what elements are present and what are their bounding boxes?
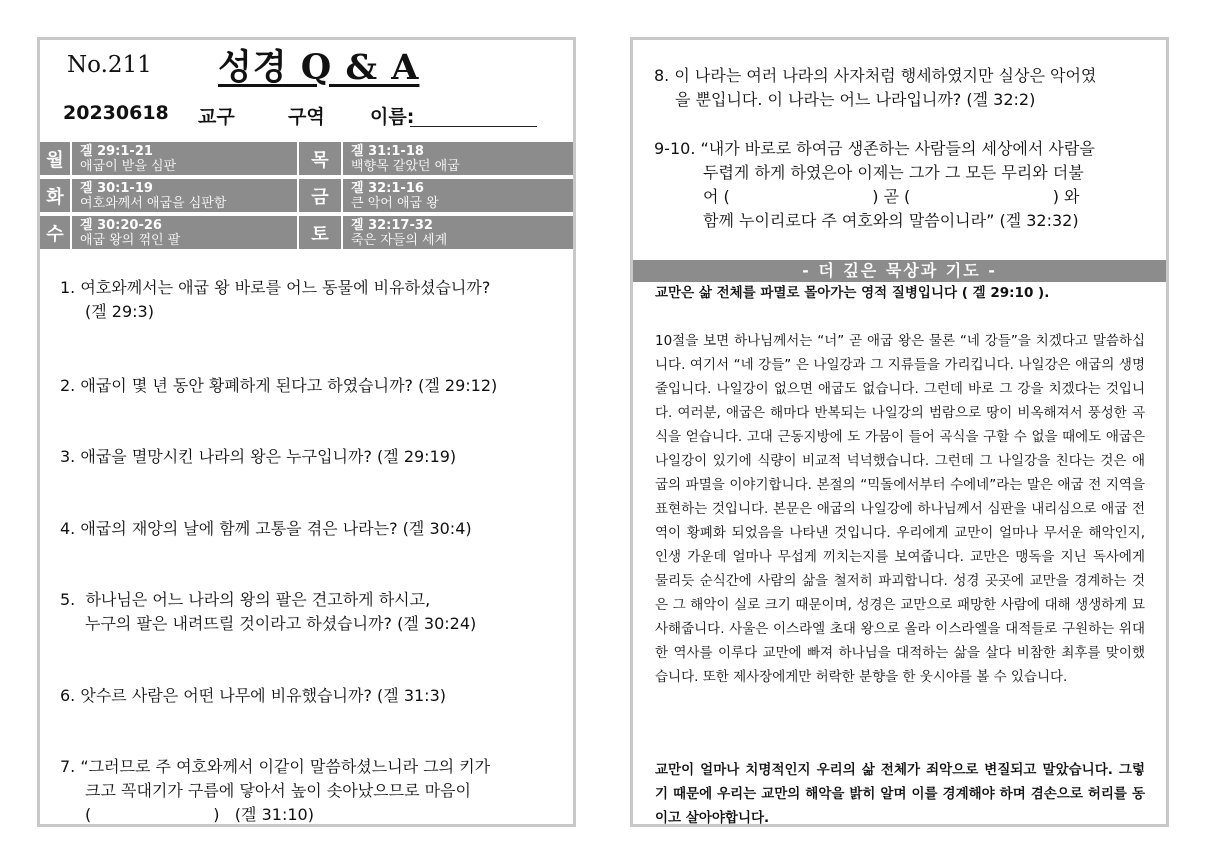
question-text: 을 뿐입니다. 이 나라는 어느 나라입니까? (겔 32:2) — [675, 90, 1036, 109]
question-number: 6. — [60, 686, 76, 705]
reading-ref: 겔 30:20-26 — [80, 218, 162, 233]
reading-thu — [343, 142, 573, 175]
reading-fri — [343, 179, 573, 212]
day-thu: 목 — [299, 142, 341, 175]
question-text: ( ) (겔 31:10) — [85, 805, 314, 824]
day-tue: 화 — [40, 179, 70, 212]
question-text: 함께 누이리로다 주 여호와의 말씀이니라” (겔 32:32) — [703, 211, 1079, 230]
question-text: 여호와께서는 애굽 왕 바로를 어느 동물에 비유하셨습니까? — [80, 278, 491, 297]
question-text: 애굽의 재앙의 날에 함께 고통을 겪은 나라는? (겔 30:4) — [80, 519, 472, 538]
district-label: 교구 — [198, 106, 235, 128]
schedule-row — [40, 179, 573, 214]
reading-wed — [72, 216, 297, 249]
schedule-row — [40, 142, 573, 177]
name-blank — [410, 126, 537, 127]
issue-number: No.211 — [67, 52, 152, 78]
reading-desc: 큰 악어 애굽 왕 — [351, 196, 439, 211]
question-1 — [60, 276, 560, 324]
reading-tue — [72, 179, 297, 212]
reading-desc: 죽은 자들의 세계 — [351, 233, 448, 248]
right-page — [630, 37, 1169, 827]
question-number: 7. — [60, 757, 76, 776]
question-text: 두렵게 하게 하였은아 이제는 그가 그 모든 무리와 더불 — [703, 163, 1084, 182]
reading-schedule — [40, 141, 573, 254]
day-wed: 수 — [40, 216, 70, 249]
question-text: 이 나라는 여러 나라의 사자처럼 행세하였지만 실상은 악어였 — [674, 66, 1097, 85]
question-text: “내가 바로로 하여금 생존하는 사람들의 세상에서 사람을 — [700, 139, 1095, 158]
question-3 — [60, 445, 560, 469]
meditation-heading: - 더 깊은 묵상과 기도 - — [633, 260, 1166, 282]
question-7 — [60, 755, 560, 827]
reading-ref: 겔 32:1-16 — [351, 181, 424, 196]
question-text: 앗수르 사람은 어떤 나무에 비유했습니까? (겔 31:3) — [80, 686, 446, 705]
question-8 — [654, 64, 1154, 112]
reading-desc: 여호와께서 애굽을 심판함 — [80, 196, 227, 211]
question-number: 1. — [60, 278, 76, 297]
question-text: (겔 29:3) — [85, 302, 154, 321]
reading-sat — [343, 216, 573, 249]
reading-ref: 겔 31:1-18 — [351, 144, 424, 159]
day-sat: 토 — [299, 216, 341, 249]
question-number: 5. — [60, 590, 76, 609]
question-text: 애굽을 멸망시킨 나라의 왕은 누구입니까? (겔 29:19) — [80, 447, 457, 466]
reading-desc: 애굽이 받을 심판 — [80, 159, 177, 174]
date: 20230618 — [63, 102, 169, 124]
question-4 — [60, 517, 560, 541]
question-number: 9-10. — [654, 139, 696, 158]
question-9-10 — [654, 137, 1154, 233]
question-number: 4. — [60, 519, 76, 538]
day-fri: 금 — [299, 179, 341, 212]
meditation-subtitle: 교만은 삶 전체를 파멸로 몰아가는 영적 질병입니다 ( 겔 29:10 ). — [655, 285, 1050, 301]
reading-mon — [72, 142, 297, 175]
reading-desc: 애굽 왕의 꺾인 팔 — [80, 233, 181, 248]
meditation-body: 10절을 보면 하나님께서는 “너” 곧 애굽 왕은 물론 “네 강들”을 치겠다고 말씀하십니다. 여기서 “네 강들” 은 나일강과 그 지류들을 가리킵니다. 나일강은 애굽의 생명줄입니다. 나일강이 없으면 애굽도 없습니다. 그런데 바로 그 강을 치겠다는 것입니다. 여러분, 애굽은 해마다 반복되는 나일강의 범람으로 땅이 비옥해져서 풍성한 곡식을 얻습니다. 고대 근동지방에 도 가뭄이 들어 곡식을 구할 수 없을 때에도 애굽은 나일강이 있기에 식량이 비교적 넉넉했습니다. 그런데 그 나일강을 친다는 것은 애굽의 파멸을 이야기합니다. 본절의 “믹돌에서부터 수에네”라는 말은 애굽 전 지역을 표현하는 것입니다. 본문은 애굽의 나일강에 하나님께서 심판을 내리심으로 애굽 전역이 황폐화 되었음을 나타낸 것입니다. 우리에게 교만이 얼마나 무서운 해악인지, 인생 가운데 얼마나 무섭게 끼치는지를 보여줍니다. 교만은 맹독을 지닌 독사에게 물리듯 순식간에 사람의 삶을 철저히 파괴합니다. 성경 곳곳에 교만을 경계하는 것은 그 해악이 실로 크기 때문이며, 성경은 교만으로 패망한 사람에 대해 생생하게 묘사해줍니다. 사울은 이스라엘 초대 왕으로 올라 이스라엘을 대적들로 구원하는 위대한 역사를 이루다 교만에 빠져 하나님을 대적하는 삶을 살다 비참한 최후를 맞이했습니다. 또한 제사장에게만 허락한 분향을 한 웃시야를 볼 수 있습니다. — [655, 333, 1145, 685]
left-page — [37, 37, 576, 827]
question-5 — [60, 588, 560, 636]
reading-ref: 겔 32:17-32 — [351, 218, 433, 233]
name-label: 이름: — [370, 106, 415, 128]
question-text: “그러므로 주 여호와께서 이같이 말씀하셨느니라 그의 키가 — [80, 757, 491, 776]
schedule-row — [40, 216, 573, 251]
question-number: 2. — [60, 376, 76, 395]
question-number: 8. — [654, 66, 670, 85]
page-title: 성경 Q & A — [218, 47, 420, 88]
question-text: 하나님은 어느 나라의 왕의 팔은 견고하게 하시고, — [85, 590, 431, 609]
reading-desc: 백향목 같았던 애굽 — [351, 159, 460, 174]
question-text: 누구의 팔은 내려뜨릴 것이라고 하셨습니까? (겔 30:24) — [85, 614, 477, 633]
question-text: 어 ( ) 곧 ( ) 와 — [703, 187, 1080, 206]
question-6 — [60, 684, 560, 708]
day-mon: 월 — [40, 142, 70, 175]
question-text: 애굽이 몇 년 동안 황폐하게 된다고 하였습니까? (겔 29:12) — [80, 376, 498, 395]
reading-ref: 겔 30:1-19 — [80, 181, 153, 196]
meditation-closing: 교만이 얼마나 치명적인지 우리의 삶 전체가 죄악으로 변질되고 말았습니다. 그렇기 때문에 우리는 교만의 해악을 밝히 알며 이를 경계해야 하며 겸손으로 허리를 동이고 살아야합니다. — [655, 762, 1145, 826]
question-number: 3. — [60, 447, 76, 466]
question-2 — [60, 374, 560, 398]
zone-label: 구역 — [288, 106, 325, 128]
reading-ref: 겔 29:1-21 — [80, 144, 153, 159]
question-text: 크고 꼭대기가 구름에 닿아서 높이 솟아났으므로 마음이 — [85, 781, 472, 800]
